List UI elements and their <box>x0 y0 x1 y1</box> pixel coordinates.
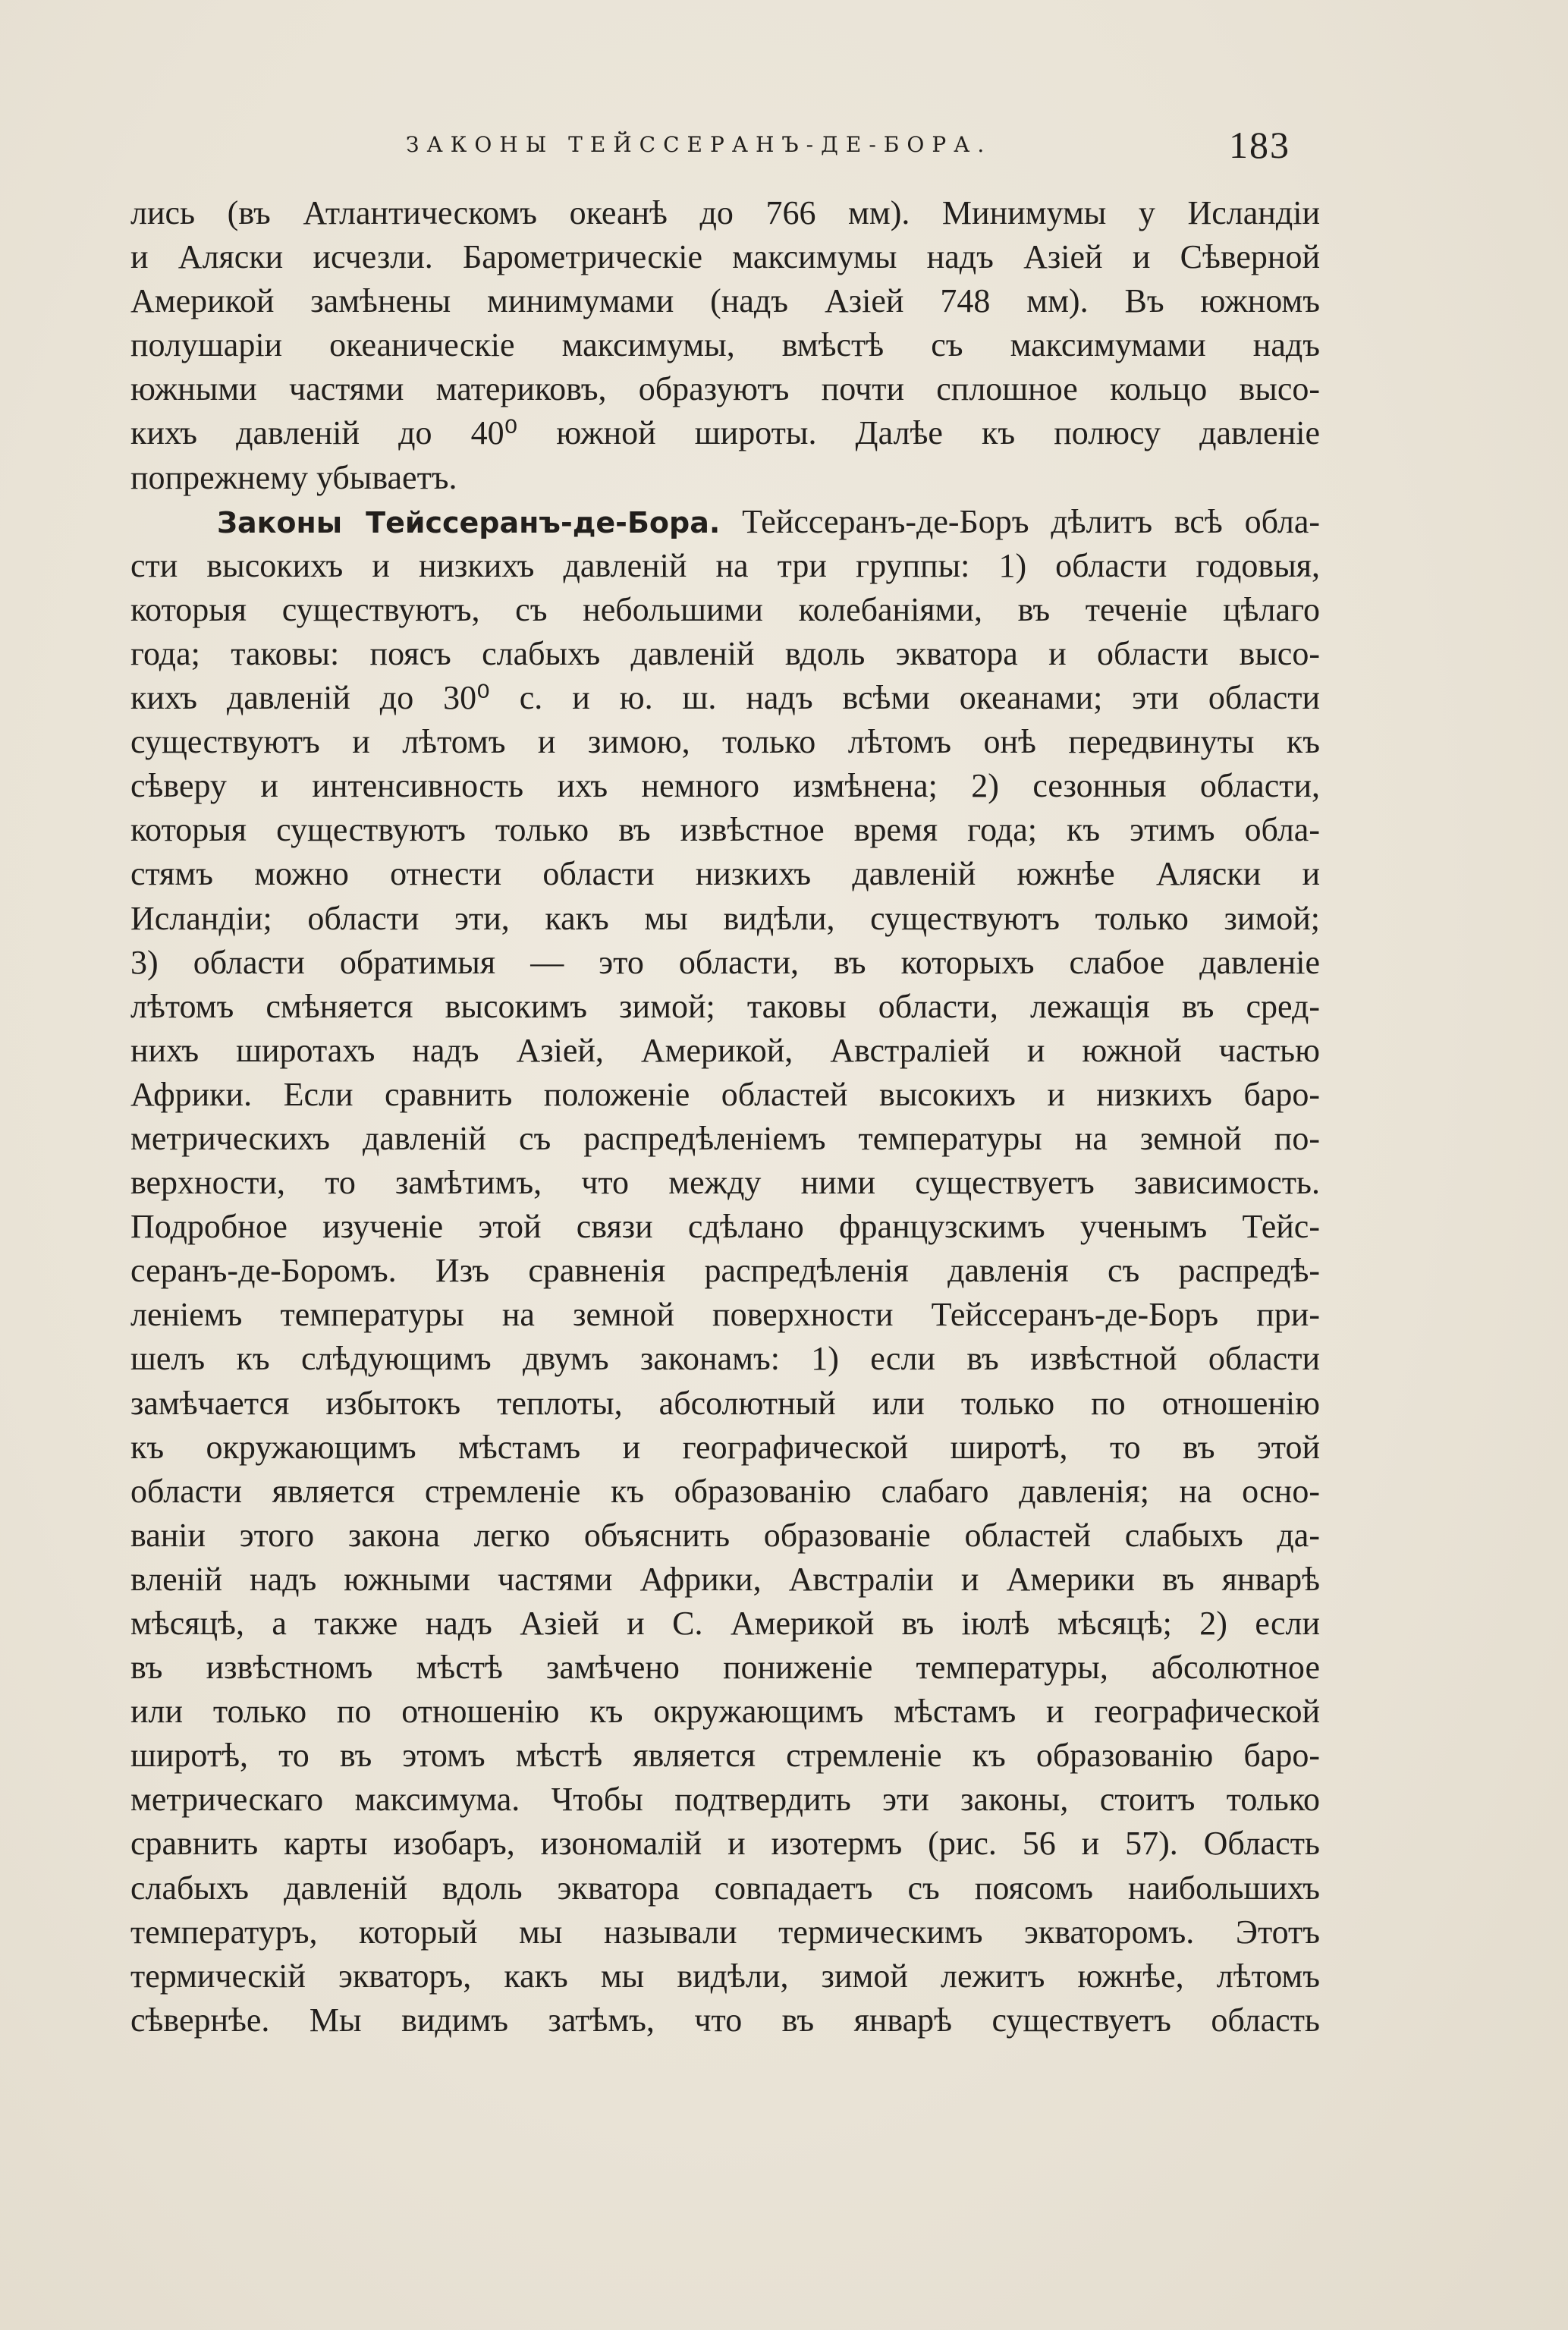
text-line: Исландіи; области эти, какъ мы видѣли, существуютъ только зимой; <box>130 899 1320 937</box>
text-line: попрежнему убываетъ. <box>130 458 457 496</box>
body-text <box>130 191 1320 2042</box>
text-line: которыя существуютъ, съ небольшими колебаніями, въ теченіе цѣлаго <box>130 590 1320 628</box>
text-line: замѣчается избытокъ теплоты, абсолютный или только по отношенію <box>130 1384 1320 1422</box>
text-line: температуръ, который мы называли термическимъ экваторомъ. Этотъ <box>130 1913 1320 1951</box>
text-line: существуютъ и лѣтомъ и зимою, только лѣтомъ онѣ передвинуты къ <box>130 723 1320 761</box>
text-line: или только по отношенію къ окружающимъ мѣстамъ и географической <box>130 1693 1320 1731</box>
text-line: серанъ-де-Боромъ. Изъ сравненія распредѣленія давленія съ распредѣ- <box>130 1252 1320 1290</box>
text-line: нихъ широтахъ надъ Азіей, Америкой, Австраліей и южной частью <box>130 1031 1320 1069</box>
section-first-line <box>130 500 1320 544</box>
text-line: полушаріи океаническіе максимумы, вмѣстѣ съ максимумами надъ <box>130 326 1320 364</box>
text-line: широтѣ, то въ этомъ мѣстѣ является стремленіе къ образованію баро- <box>130 1737 1320 1775</box>
text-line: Африки. Если сравнить положеніе областей высокихъ и низкихъ баро- <box>130 1075 1320 1113</box>
text-line: термическій экваторъ, какъ мы видѣли, зимой лежитъ южнѣе, лѣтомъ <box>130 1957 1320 1995</box>
text-line: и Аляски исчезли. Барометрическіе максимумы надъ Азіей и Сѣверной <box>130 238 1320 276</box>
text-line: сѣвернѣе. Мы видимъ затѣмъ, что въ январѣ существуетъ область <box>130 2001 1320 2039</box>
text-line: метрическаго максимума. Чтобы подтвердить эти законы, стоитъ только <box>130 1781 1320 1819</box>
page-number: 183 <box>1229 124 1290 166</box>
text-line: сѣверу и интенсивность ихъ немного измѣнена; 2) сезонныя области, <box>130 767 1320 805</box>
text-line: которыя существуютъ только въ извѣстное время года; къ этимъ обла- <box>130 811 1320 849</box>
text-line: лѣтомъ смѣняется высокимъ зимой; таковы области, лежащія въ сред- <box>130 987 1320 1025</box>
text-line: къ окружающимъ мѣстамъ и географической широтѣ, то въ этой <box>130 1428 1320 1466</box>
text-line: стямъ можно отнести области низкихъ давленій южнѣе Аляски и <box>130 855 1320 893</box>
text-line: мѣсяцѣ, а также надъ Азіей и С. Америкой въ іюлѣ мѣсяцѣ; 2) если <box>130 1605 1320 1642</box>
text-line: лись (въ Атлантическомъ океанѣ до 766 мм). Минимумы у Исландіи <box>130 194 1320 231</box>
text-line: метрическихъ давленій съ распредѣленіемъ температуры на земной по- <box>130 1119 1320 1157</box>
text-line: кихъ давленій до 40⁰ южной широты. Далѣе къ полюсу давленіе <box>130 414 1320 452</box>
text-line: вленій надъ южными частями Африки, Австраліи и Америки въ январѣ <box>130 1560 1320 1598</box>
text-line: въ извѣстномъ мѣстѣ замѣчено пониженіе температуры, абсолютное <box>130 1649 1320 1687</box>
text-line: Америкой замѣнены минимумами (надъ Азіей 748 мм). Въ южномъ <box>130 282 1320 320</box>
page-header <box>0 124 1568 173</box>
text-line: леніемъ температуры на земной поверхности Тейссеранъ-де-Боръ при- <box>130 1296 1320 1334</box>
text-line: слабыхъ давленій вдоль экватора совпадаетъ съ поясомъ наибольшихъ <box>130 1869 1320 1907</box>
text-line: 3) области обратимыя — это области, въ которыхъ слабое давленіе <box>130 943 1320 981</box>
text-line: ваніи этого закона легко объяснить образованіе областей слабыхъ да- <box>130 1516 1320 1554</box>
running-title: ЗАКОНЫ ТЕЙССЕРАНЪ-ДЕ-БОРА. <box>406 132 992 157</box>
text-line: Подробное изученіе этой связи сдѣлано французскимъ ученымъ Тейс- <box>130 1208 1320 1246</box>
text-line: южными частями материковъ, образуютъ почти сплошное кольцо высо- <box>130 370 1320 408</box>
text-line: сравнить карты изобаръ, изономалій и изотермъ (рис. 56 и 57). Область <box>130 1825 1320 1863</box>
text-line-fragment: Тейссеранъ-де-Боръ дѣлитъ всѣ обла- <box>742 502 1320 540</box>
text-line: шелъ къ слѣдующимъ двумъ законамъ: 1) если въ извѣстной области <box>130 1340 1320 1378</box>
text-line: области является стремленіе къ образованію слабаго давленія; на осно- <box>130 1472 1320 1510</box>
section-heading: Законы Тейссеранъ-де-Бора. <box>217 505 721 539</box>
text-line: кихъ давленій до 30⁰ с. и ю. ш. надъ всѣми океанами; эти области <box>130 679 1320 717</box>
text-line: сти высокихъ и низкихъ давленій на три группы: 1) области годовыя, <box>130 546 1320 584</box>
text-line: верхности, то замѣтимъ, что между ними существуетъ зависимость. <box>130 1164 1320 1202</box>
text-line: года; таковы: поясъ слабыхъ давленій вдоль экватора и области высо- <box>130 634 1320 672</box>
